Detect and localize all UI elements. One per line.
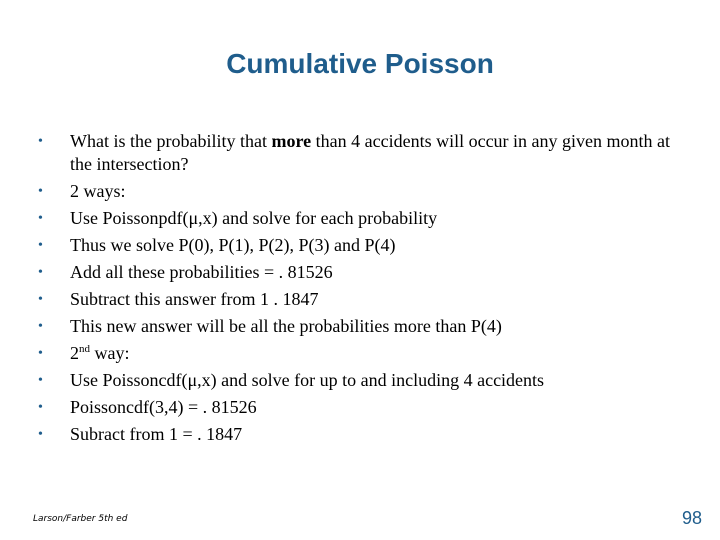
- bullet-icon: •: [38, 373, 43, 388]
- question-emphasis: more: [271, 131, 312, 151]
- bullet-icon: •: [38, 346, 43, 361]
- bullet-icon: •: [38, 292, 43, 307]
- second-way-number: 2: [70, 343, 79, 363]
- bullet-text: Thus we solve P(0), P(1), P(2), P(3) and P(4): [70, 235, 396, 255]
- bullet-text: [70, 342, 678, 365]
- footer-credit: Larson/Farber 5th ed: [33, 514, 128, 524]
- bullet-list: [38, 130, 678, 450]
- bullet-item-subtract-final: [38, 423, 678, 446]
- bullet-text: Subract from 1 = . 1847: [70, 424, 243, 444]
- bullet-item-two-ways: [38, 180, 678, 203]
- bullet-icon: •: [38, 427, 43, 442]
- slide-title: Cumulative Poisson: [226, 48, 494, 79]
- bullet-text: Add all these probabilities = . 81526: [70, 262, 333, 282]
- bullet-item-use-cdf: [38, 369, 678, 392]
- bullet-text: Use Poissonpdf(μ,x) and solve for each probability: [70, 208, 438, 228]
- second-way-label: way:: [90, 343, 130, 363]
- bullet-text: Poissoncdf(3,4) = . 81526: [70, 397, 257, 417]
- bullet-text: [70, 130, 678, 176]
- second-way-ordinal: nd: [79, 343, 90, 355]
- bullet-icon: •: [38, 211, 43, 226]
- bullet-item-second-way: [38, 342, 678, 365]
- bullet-item-cdf-result: [38, 396, 678, 419]
- bullet-item-solve-probabilities: [38, 234, 678, 257]
- bullet-icon: •: [38, 319, 43, 334]
- bullet-icon: •: [38, 134, 43, 149]
- question-text-start: What is the probability that: [70, 131, 272, 151]
- bullet-item-new-answer: [38, 315, 678, 338]
- bullet-item-use-pdf: [38, 207, 678, 230]
- bullet-icon: •: [38, 184, 43, 199]
- bullet-item-add-probabilities: [38, 261, 678, 284]
- bullet-icon: •: [38, 265, 43, 280]
- bullet-item-question: [38, 130, 678, 176]
- question-text-end: than 4 accidents will occur in any given month at the intersection?: [70, 131, 671, 174]
- bullet-text: Subtract this answer from 1 . 1847: [70, 289, 319, 309]
- bullet-text: Use Poissoncdf(μ,x) and solve for up to and including 4 accidents: [70, 370, 545, 390]
- bullet-icon: •: [38, 238, 43, 253]
- bullet-icon: •: [38, 400, 43, 415]
- bullet-text: This new answer will be all the probabilities more than P(4): [70, 316, 502, 336]
- bullet-text: 2 ways:: [70, 181, 126, 201]
- page-number: 98: [681, 508, 702, 528]
- bullet-item-subtract: [38, 288, 678, 311]
